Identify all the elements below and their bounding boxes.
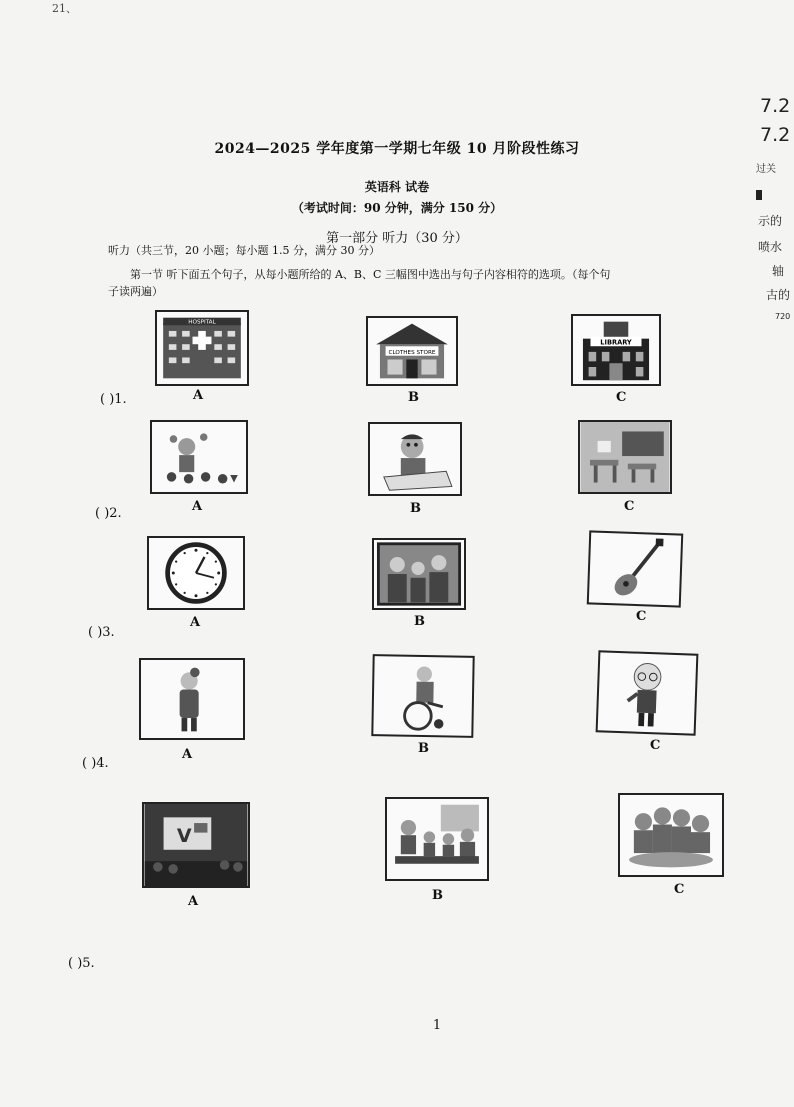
clock-icon [147, 536, 245, 610]
option-letter: B [410, 501, 421, 516]
section1-instruction-cont: 子读两遍） [108, 285, 163, 298]
side-fragment: 7.2 [760, 124, 791, 146]
side-fragment: 7.2 [760, 95, 791, 117]
family-dinner-icon [385, 797, 489, 881]
page-number: 1 [432, 1018, 442, 1033]
tv-screen-icon [142, 802, 250, 888]
side-fragment: 喷水 [758, 240, 783, 254]
option-letter: A [188, 894, 199, 909]
side-fragment: 过关 [756, 164, 776, 175]
svg-text:LIBRARY: LIBRARY [600, 338, 632, 347]
old-man-icon [596, 650, 699, 735]
option-letter: B [408, 390, 419, 405]
option-letter: B [418, 741, 429, 756]
family-photo-icon [372, 538, 466, 610]
classroom-icon [578, 420, 672, 494]
part-title: 第一部分 听力（30 分） [326, 231, 468, 246]
question-1-label: ( )1. [100, 392, 127, 407]
side-fragment: 示的 [758, 214, 783, 228]
guitar-icon [587, 530, 684, 607]
listening-info: 听力（共三节，20 小题；每小题 1.5 分，满分 30 分） [108, 244, 380, 257]
man-in-wheelchair-icon [371, 654, 474, 738]
woman-icon [139, 658, 245, 740]
side-fragment: 720 [775, 312, 791, 321]
svg-text:CLOTHES STORE: CLOTHES STORE [388, 349, 436, 356]
boy-reading-icon [368, 422, 462, 496]
option-letter: C [624, 499, 635, 514]
hospital-icon [155, 310, 249, 386]
subject-label: 英语科 试卷 [364, 180, 430, 194]
side-fragment: 轴 [772, 264, 785, 278]
question-3-label: ( )3. [88, 625, 115, 640]
question-5-label: ( )5. [68, 956, 95, 971]
side-mark [756, 190, 762, 200]
option-letter: C [636, 609, 647, 624]
page-top-scrap: 21、 [52, 2, 77, 15]
exam-info: （考试时间：90 分钟，满分 150 分） [291, 201, 503, 215]
svg-text:V: V [176, 825, 192, 848]
side-fragment: 古的 [766, 288, 791, 302]
girl-with-toys-icon [150, 420, 248, 494]
question-4-label: ( )4. [82, 756, 109, 771]
section1-instruction: 第一节 听下面五个句子，从每小题所给的 A、B、C 三幅图中选出与句子内容相符的选项。（每个句 [130, 268, 611, 281]
clothes-store-icon [366, 316, 458, 386]
option-letter: C [616, 390, 627, 405]
library-icon [571, 314, 661, 386]
option-letter: A [193, 388, 204, 403]
option-letter: A [192, 499, 203, 514]
exam-title: 2024—2025 学年度第一学期七年级 10 月阶段性练习 [214, 141, 580, 157]
svg-text:HOSPITAL: HOSPITAL [188, 319, 216, 326]
option-letter: C [674, 882, 685, 897]
question-2-label: ( )2. [95, 506, 122, 521]
option-letter: B [414, 614, 425, 629]
children-group-icon [618, 793, 724, 877]
option-letter: A [190, 615, 201, 630]
option-letter: B [432, 888, 443, 903]
option-letter: A [182, 747, 193, 762]
option-letter: C [650, 738, 661, 753]
